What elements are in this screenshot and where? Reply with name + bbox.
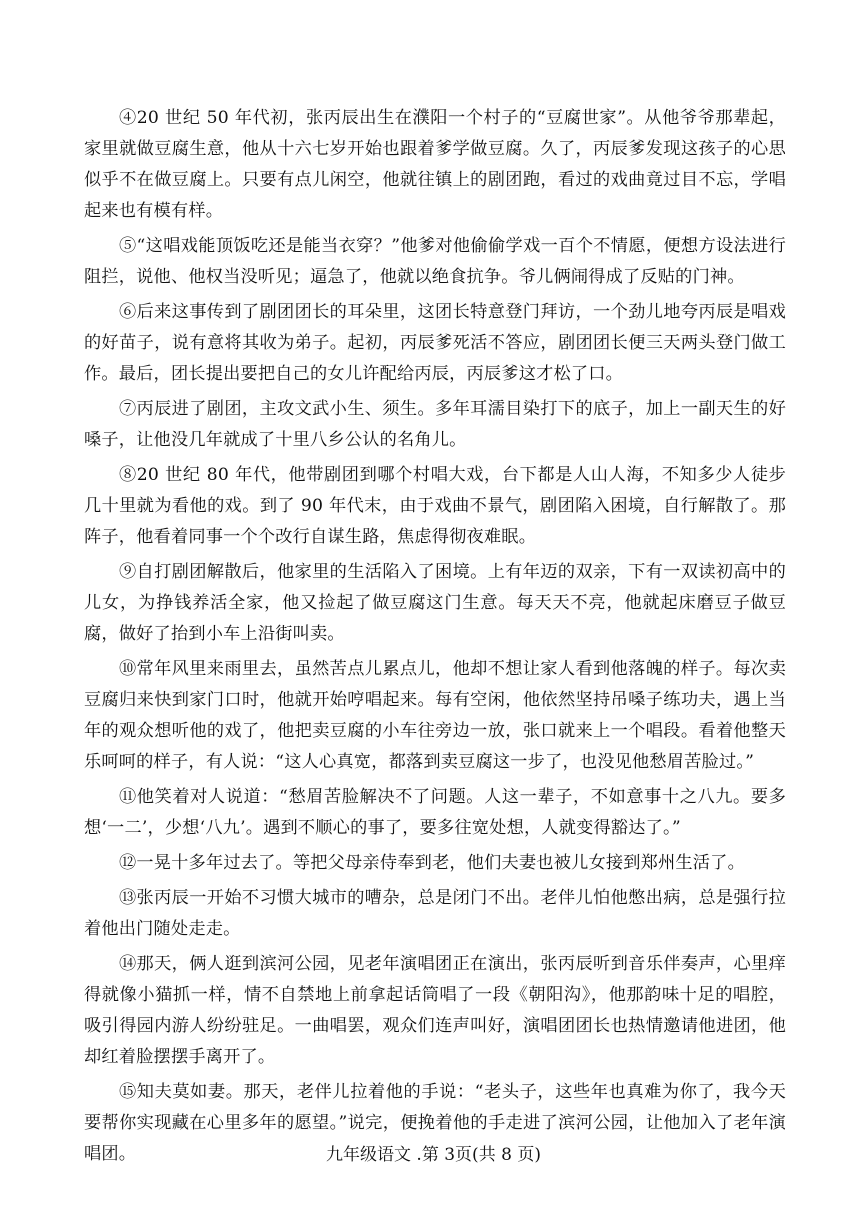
paragraph-13: ⑬张丙辰一开始不习惯大城市的嘈杂，总是闭门不出。老伴儿怕他憋出病，总是强行拉着他出门随处走走。 (84, 888, 786, 939)
paragraph-4: ④20 世纪 50 年代初，张丙辰出生在濮阳一个村子的“豆腐世家”。从他爷爷那辈起，家里就做豆腐生意，他从十六七岁开始也跟着爹学做豆腐。久了，丙辰爹发现这孩子的心思似乎不在做豆腐上。只要有点儿闲空，他就往镇上的剧团跑，看过的戏曲竟过目不忘，学唱起来也有模有样。 (84, 108, 786, 221)
reading-passage (84, 103, 786, 1174)
paragraph-5: ⑤“这唱戏能顶饭吃还是能当衣穿？”他爹对他偷偷学戏一百个不情愿，便想方设法进行阻拦，说他、他权当没听见；逼急了，他就以绝食抗争。爷儿俩闹得成了反贴的门神。 (84, 236, 786, 287)
paragraph-12: ⑫一晃十多年过去了。等把父母亲侍奉到老，他们夫妻也被儿女接到郑州生活了。 (119, 853, 745, 873)
paragraph-15: ⑮知夫莫如妻。那天，老伴儿拉着他的手说：“老头子，这些年也真难为你了，我今天要帮你实现藏在心里多年的愿望。”说完，便挽着他的手走进了滨河公园，让他加入了老年演唱团。 (84, 1082, 786, 1164)
paragraph-9: ⑨自打剧团解散后，他家里的生活陷入了困境。上有年迈的双亲，下有一双读初高中的儿女，为挣钱养活全家，他又捡起了做豆腐这门生意。每天天不亮，他就起床磨豆子做豆腐，做好了抬到小车上沿街叫卖。 (84, 562, 786, 644)
paragraph-10: ⑩常年风里来雨里去，虽然苦点儿累点儿，他却不想让家人看到他落魄的样子。每次卖豆腐归来快到家门口时，他就开始哼唱起来。每有空闲，他依然坚持吊嗓子练功夫，遇上当年的观众想听他的戏了，他把卖豆腐的小车往旁边一放，张口就来上一个唱段。看着他整天乐呵呵的样子，有人说：“这人心真宽，都落到卖豆腐这一步了，也没见他愁眉苦脸过。” (84, 659, 786, 772)
page-footer: 九年级语文 .第 3页(共 8 页) (326, 1145, 541, 1165)
paragraph-11: ⑪他笑着对人说道：“愁眉苦脸解决不了问题。人这一辈子，不如意事十之八九。要多想‘一二’，少想‘八九’。遇到不顺心的事了，要多往宽处想，人就变得豁达了。” (84, 787, 786, 838)
paragraph-6: ⑥后来这事传到了剧团团长的耳朵里，这团长特意登门拜访，一个劲儿地夸丙辰是唱戏的好苗子，说有意将其收为弟子。起初，丙辰爹死活不答应，剧团团长便三天两头登门做工作。最后，团长提出要把自己的女儿许配给丙辰，丙辰爹这才松了口。 (84, 302, 786, 384)
paragraph-7: ⑦丙辰进了剧团，主攻文武小生、须生。多年耳濡目染打下的底子，加上一副天生的好嗓子，让他没几年就成了十里八乡公认的名角儿。 (84, 399, 786, 450)
paragraph-8: ⑧20 世纪 80 年代，他带剧团到哪个村唱大戏，台下都是人山人海，不知多少人徒步几十里就为看他的戏。到了 90 年代末，由于戏曲不景气，剧团陷入困境，自行解散了。那阵子，他看着同事一个个改行自谋生路，焦虑得彻夜难眠。 (84, 465, 786, 547)
paragraph-14: ⑭那天，俩人逛到滨河公园，见老年演唱团正在演出，张丙辰听到音乐伴奏声，心里痒得就像小猫抓一样，情不自禁地上前拿起话筒唱了一段《朝阳沟》，他那韵味十足的唱腔，吸引得园内游人纷纷驻足。一曲唱罢，观众们连声叫好，演唱团团长也热情邀请他进团，他却红着脸摆摆手离开了。 (84, 954, 786, 1067)
